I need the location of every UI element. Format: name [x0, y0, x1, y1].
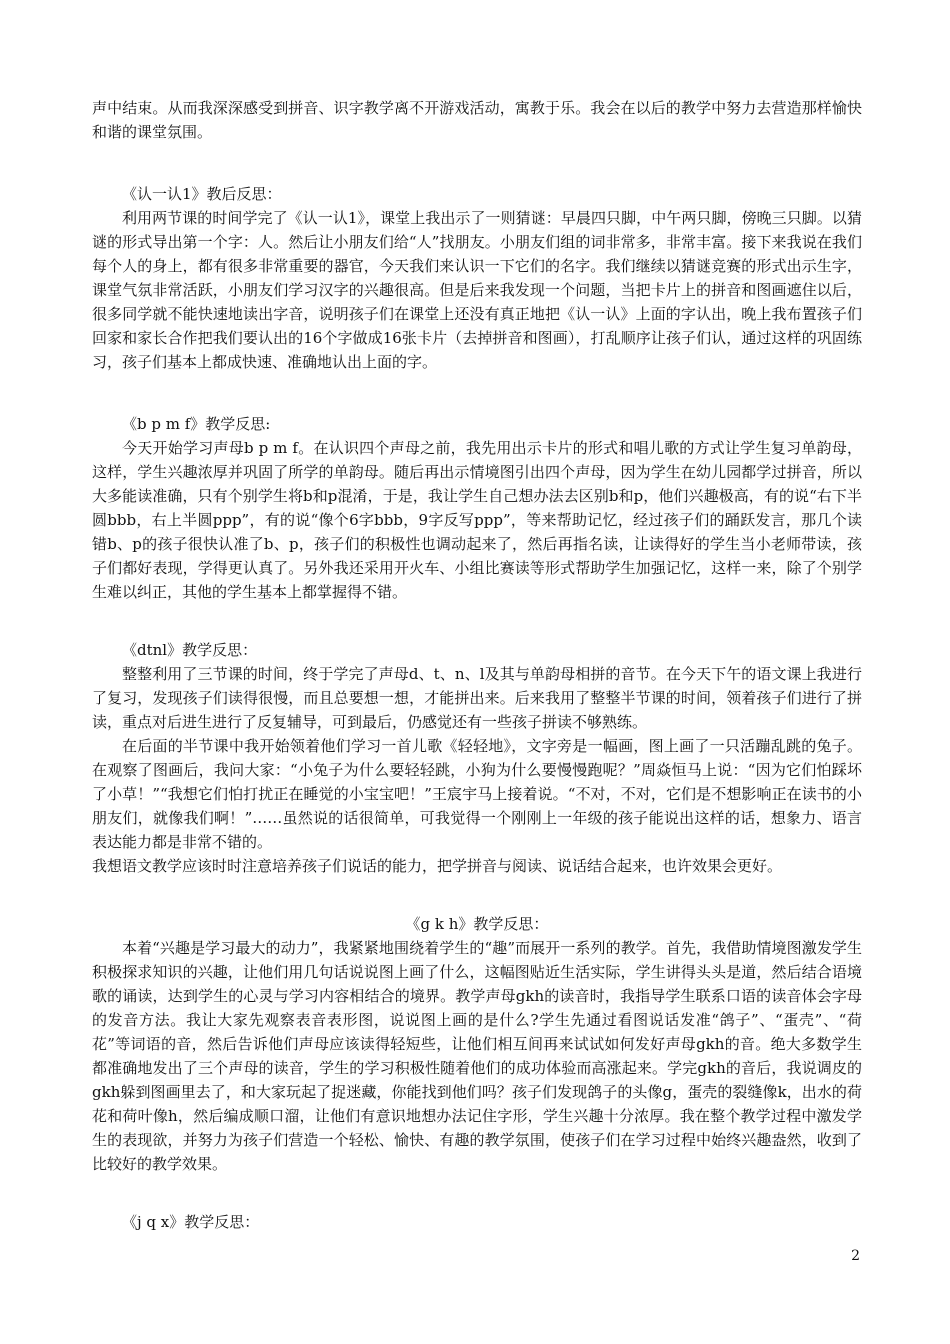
section-heading: 《j q x》教学反思： — [122, 1213, 260, 1231]
intro-paragraph: 声中结束。从而我深深感受到拼音、识字教学离不开游戏活动，寓教于乐。我会在以后的教学中努力去营造那样愉快和谐的课堂氛围。 — [92, 99, 862, 141]
spacer — [92, 604, 862, 638]
section-paragraph: 今天开始学习声母b p m f。在认识四个声母之前，我先用出示卡片的形式和唱儿歌的方式让学生复习单韵母，这样，学生兴趣浓厚并巩固了所学的单韵母。随后再出示情境图引出四个声母，因为学生在幼儿园都学过拼音，所以大多能读准确，只有个别学生将b和p混淆，于是，我让学生自己想办法去区别b和p，他们兴趣极高，有的说“右下半圆bbb，右上半圆ppp”，有的说“像个6字bbb，9字反写ppp”，等来帮助记忆，经过孩子们的踊跃发言，那几个读错b、p的孩子很快认准了b、p，孩子们的积极性也调动起来了，然后再指名读，让读得好的学生当小老师带读，孩子们都好表现，学得更认真了。另外我还采用开火车、小组比赛读等形式帮助学生加强记忆，这样一来，除了个别学生难以纠正，其他的学生基本上都掌握得不错。 — [92, 439, 862, 601]
section-paragraph: 我想语文教学应该时时注意培养孩子们说话的能力，把学拼音与阅读、说话结合起来，也许效果会更好。 — [92, 857, 783, 875]
section-heading: 《认一认1》教后反思： — [122, 185, 282, 203]
document-body — [92, 96, 862, 1234]
section-heading: 《b p m f》教学反思: — [122, 415, 271, 433]
section-paragraph: 利用两节课的时间学完了《认一认1》，课堂上我出示了一则猜谜：早晨四只脚，中午两只脚，傍晚三只脚。以猜谜的形式导出第一个字：人。然后让小朋友们给“人”找朋友。小朋友们组的词非常多，非常丰富。接下来我说在我们每个人的身上，都有很多非常重要的器官，今天我们来认识一下它们的名字。我们继续以猜谜竞赛的形式出示生字，课堂气氛非常活跃，小朋友们学习汉字的兴趣很高。但是后来我发现一个问题，当把卡片上的拼音和图画遮住以后，很多同学就不能快速地读出字音，说明孩子们在课堂上还没有真正地把《认一认》上面的字认出，晚上我布置孩子们回家和家长合作把我们要认出的16个字做成16张卡片（去掉拼音和图画），打乱顺序让孩子们认，通过这样的巩固练习，孩子们基本上都成快速、准确地认出上面的字。 — [92, 209, 862, 371]
page-number: 2 — [851, 1248, 860, 1264]
spacer — [92, 878, 862, 912]
section-heading: 《dtnl》教学反思： — [122, 641, 258, 659]
spacer — [92, 144, 862, 182]
section-heading: 《g k h》教学反思： — [405, 915, 549, 933]
spacer — [92, 1176, 862, 1210]
section-paragraph: 在后面的半节课中我开始领着他们学习一首儿歌《轻轻地》，文字旁是一幅画，图上画了一只活蹦乱跳的兔子。在观察了图画后，我问大家：“小兔子为什么要轻轻跳，小狗为什么要慢慢跑呢？”周焱恒马上说：“因为它们怕踩坏了小草！”“我想它们怕打扰正在睡觉的小宝宝吧！”王宸宇马上接着说。“不对，不对，它们是不想影响正在读书的小朋友们，就像我们啊！”……虽然说的话很简单，可我觉得一个刚刚上一年级的孩子能说出这样的话，想象力、语言表达能力都是非常不错的。 — [92, 737, 862, 851]
spacer — [92, 374, 862, 412]
section-paragraph: 整整利用了三节课的时间，终于学完了声母d、t、n、l及其与单韵母相拼的音节。在今天下午的语文课上我进行了复习，发现孩子们读得很慢，而且总要想一想，才能拼出来。后来我用了整整半节课的时间，领着孩子们进行了拼读，重点对后进生进行了反复辅导，可到最后，仍感觉还有一些孩子拼读不够熟练。 — [92, 665, 862, 731]
section-paragraph: 本着“兴趣是学习最大的动力”，我紧紧地围绕着学生的“趣”而展开一系列的教学。首先，我借助情境图激发学生积极探求知识的兴趣，让他们用几句话说说图上画了什么，这幅图贴近生活实际，学生讲得头头是道，然后结合语境歌的诵读，达到学生的心灵与学习内容相结合的境界。教学声母gkh的读音时，我指导学生联系口语的读音体会字母的发音方法。我让大家先观察表音表形图，说说图上画的是什么?学生先通过看图说话发准“鸽子”、“蛋壳”、“荷花”等词语的音，然后告诉他们声母应该读得轻短些，让他们相互间再来试试如何发好声母gkh的音。绝大多数学生都准确地发出了三个声母的读音，学生的学习积极性随着他们的成功体验而高涨起来。学完gkh的音后，我说调皮的gkh躲到图画里去了，和大家玩起了捉迷藏，你能找到他们吗？孩子们发现鸽子的头像g，蛋壳的裂缝像k，出水的荷花和荷叶像h，然后编成顺口溜，让他们有意识地想办法记住字形，学生兴趣十分浓厚。我在整个教学过程中激发学生的表现欲，并努力为孩子们营造一个轻松、愉快、有趣的教学氛围，使孩子们在学习过程中始终兴趣盎然，收到了比较好的教学效果。 — [92, 939, 862, 1173]
